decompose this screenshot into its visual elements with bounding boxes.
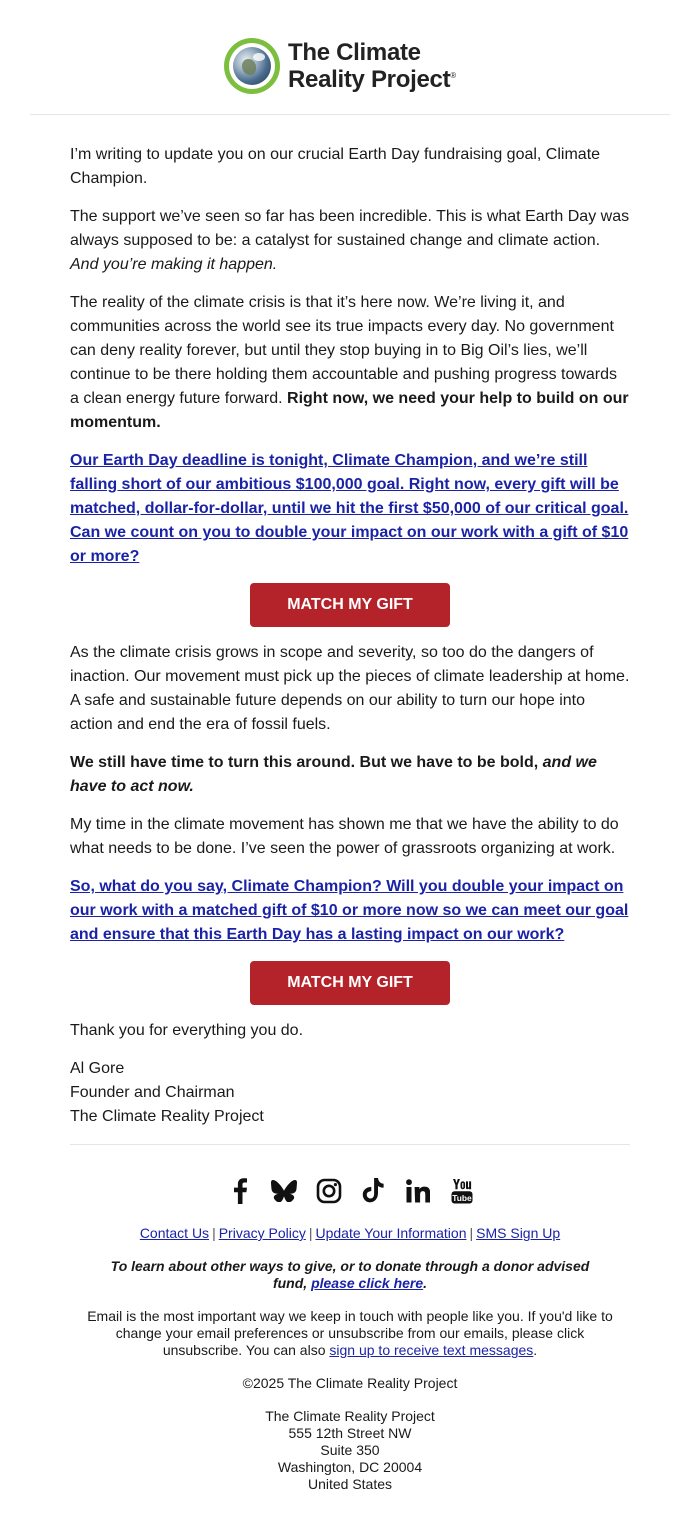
- match-my-gift-button[interactable]: MATCH MY GIFT: [250, 583, 450, 627]
- bold-emphasis: and we have to act now.: [70, 754, 597, 795]
- sms-signup-link[interactable]: SMS Sign Up: [476, 1225, 561, 1241]
- privacy-policy-link[interactable]: Privacy Policy: [218, 1225, 306, 1241]
- svg-text:Tube: Tube: [452, 1192, 472, 1203]
- intro-paragraph: I’m writing to update you on our crucial Earth Day fundraising goal, Climate Champion.: [70, 146, 601, 187]
- signature: [70, 1057, 630, 1129]
- brand-logo[interactable]: [224, 37, 484, 95]
- address-line-country: United States: [307, 1476, 393, 1492]
- linkedin-icon[interactable]: [404, 1177, 432, 1205]
- cta-wrapper-1: [70, 583, 630, 627]
- signature-title: Founder and Chairman: [70, 1084, 235, 1101]
- logo-line-2: Reality Project: [288, 66, 451, 93]
- bold-text: We still have time to turn this around. But we have to be bold,: [70, 754, 543, 771]
- support-paragraph: [70, 205, 630, 277]
- email-header: [0, 0, 700, 114]
- email-body: [70, 143, 630, 1129]
- registered-mark: ®: [450, 71, 456, 80]
- contact-us-link[interactable]: Contact Us: [139, 1225, 210, 1241]
- text-messages-signup-link[interactable]: sign up to receive text messages: [329, 1342, 534, 1358]
- youtube-icon[interactable]: [448, 1177, 476, 1205]
- thank-you-text: Thank you for everything you do.: [70, 1022, 304, 1039]
- signature-org: The Climate Reality Project: [70, 1108, 264, 1125]
- support-emphasis: And you’re making it happen.: [70, 256, 278, 273]
- copyright: ©2025 The Climate Reality Project: [242, 1375, 458, 1391]
- instagram-icon[interactable]: [315, 1177, 343, 1205]
- address-line-city: Washington, DC 20004: [277, 1459, 423, 1475]
- email-note-text: Email is the most important way we keep in touch with people like you. If you'd like to change your email preferences or unsubscribe from our emails, please click unsubscribe. You can also: [87, 1308, 613, 1358]
- mailing-address: [70, 1408, 630, 1493]
- donor-advised-fund-link[interactable]: please click here: [311, 1275, 424, 1291]
- email-preferences-note: [80, 1308, 620, 1359]
- address-line-street: 555 12th Street NW: [288, 1425, 412, 1441]
- reality-emphasis: Right now, we need your help to build on our momentum.: [70, 390, 629, 431]
- header-divider: [30, 114, 670, 115]
- signature-name: Al Gore: [70, 1060, 125, 1077]
- email-footer: [70, 1225, 630, 1493]
- support-text: The support we’ve seen so far has been incredible. This is what Earth Day was always supposed to be: a catalyst for sustained change and climate action.: [70, 208, 630, 249]
- match-my-gift-button-2[interactable]: MATCH MY GIFT: [250, 961, 450, 1005]
- reality-text: The reality of the climate crisis is that it’s here now. We’re living it, and communities across the world see its true impacts every day. No government can deny reality forever, but until they stop buying in to Big Oil’s lies, we’ll continue to be there holding them accountable and pushing progress towards a clean energy future forward.: [70, 294, 618, 407]
- other-ways-to-give: [100, 1258, 600, 1292]
- give-text: To learn about other ways to give, or to donate through a donor advised fund,: [110, 1258, 590, 1291]
- deadline-donate-link[interactable]: Our Earth Day deadline is tonight, Climate Champion, and we’re still falling short of our ambitious $100,000 goal. Right now, every gift will be matched, dollar-for-dollar, until we hit the first $50,000 of our critical goal. Can we count on you to double your impact on our work with a gift of $10 or more?: [70, 452, 629, 565]
- facebook-icon[interactable]: [226, 1177, 254, 1205]
- logo-line-1: The Climate: [288, 39, 421, 66]
- globe-icon: [224, 38, 280, 94]
- bold-paragraph: [70, 751, 630, 799]
- matched-gift-link[interactable]: So, what do you say, Climate Champion? Will you double your impact on our work with a matched gift of $10 or more now so we can meet our goal and ensure that this Earth Day has a lasting impact on our work?: [70, 878, 629, 943]
- email-note-end: .: [533, 1342, 538, 1358]
- footer-divider: [70, 1144, 630, 1145]
- link-separator: |: [212, 1225, 216, 1241]
- movement-paragraph: My time in the climate movement has shown me that we have the ability to do what needs to be done. I’ve seen the power of grassroots organizing at work.: [70, 816, 619, 857]
- give-end: .: [423, 1275, 428, 1291]
- tiktok-icon[interactable]: [359, 1177, 387, 1205]
- link-separator: |: [308, 1225, 313, 1241]
- footer-links: [70, 1225, 630, 1242]
- cta-wrapper-2: [70, 961, 630, 1005]
- address-line-suite: Suite 350: [320, 1442, 380, 1458]
- link-separator: |: [469, 1225, 474, 1241]
- address-line-org: The Climate Reality Project: [265, 1408, 435, 1424]
- update-info-link[interactable]: Update Your Information: [315, 1225, 467, 1241]
- bluesky-icon[interactable]: [270, 1177, 298, 1205]
- logo-wordmark: [288, 41, 456, 91]
- social-links: [226, 1175, 476, 1207]
- crisis-paragraph: As the climate crisis grows in scope and severity, so too do the dangers of inaction. Our movement must pick up the pieces of climate leadership at home. A safe and sustainable future depends on our ability to turn our hope into action and end the era of fossil fuels.: [70, 644, 630, 733]
- reality-paragraph: [70, 291, 630, 435]
